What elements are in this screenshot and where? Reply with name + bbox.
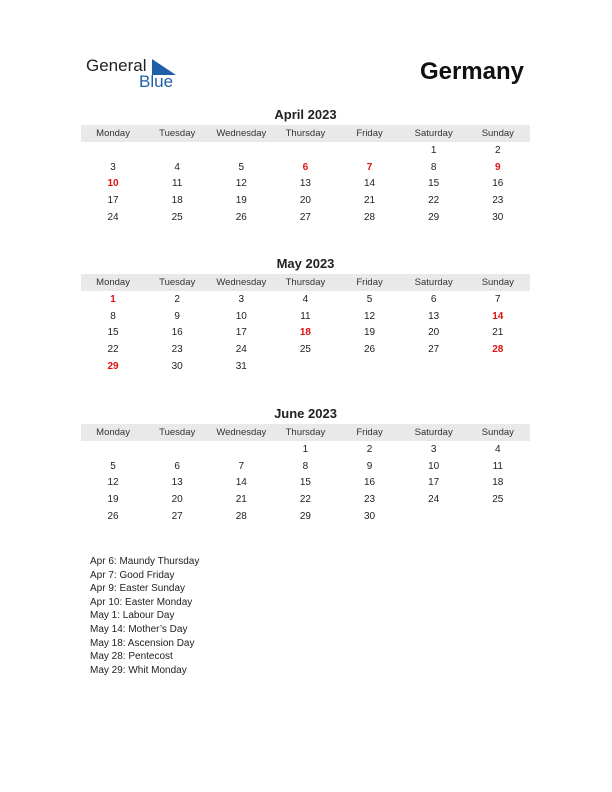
weekday-header: Wednesday: [216, 128, 267, 139]
holiday-day-cell: 6: [302, 161, 309, 173]
day-cell: 7: [495, 293, 501, 305]
day-cell: 20: [428, 327, 440, 339]
holiday-list-item: May 1: Labour Day: [90, 610, 175, 622]
month-title: May 2023: [276, 256, 335, 271]
day-cell: 8: [110, 310, 116, 322]
weekday-header-row: [81, 424, 530, 441]
day-cell: 17: [428, 477, 440, 489]
day-cell: 7: [238, 460, 245, 472]
week-row: [81, 508, 530, 525]
day-cell: 24: [235, 344, 247, 356]
week-row: [81, 491, 530, 508]
day-cell: 12: [364, 310, 376, 322]
day-cell: 19: [364, 327, 376, 339]
day-cell: 15: [299, 477, 311, 489]
day-cell: 6: [174, 460, 180, 472]
weekday-header: Saturday: [414, 128, 453, 139]
day-cell: 23: [364, 494, 376, 506]
weekday-header-row: [81, 274, 530, 291]
day-cell: 6: [430, 293, 437, 305]
holiday-day-cell: 28: [492, 344, 504, 356]
holiday-day-cell: 9: [495, 161, 501, 173]
day-cell: 24: [428, 494, 440, 506]
day-cell: 23: [171, 344, 183, 356]
day-cell: 10: [235, 310, 247, 322]
weekday-header: Saturday: [414, 427, 453, 438]
holiday-list-item: Apr 6: Maundy Thursday: [90, 556, 200, 567]
day-cell: 30: [492, 212, 504, 224]
day-cell: 29: [299, 511, 311, 523]
day-cell: 13: [299, 178, 311, 190]
week-row: [81, 458, 530, 475]
day-cell: 21: [364, 195, 376, 207]
day-cell: 1: [302, 443, 309, 455]
day-cell: 5: [238, 161, 245, 173]
day-cell: 27: [299, 212, 311, 224]
weekday-header: Sunday: [481, 277, 514, 288]
holiday-day-cell: 29: [107, 361, 119, 373]
day-cell: 24: [107, 212, 119, 224]
holiday-list-item: May 29: Whit Monday: [90, 664, 187, 676]
day-cell: 21: [492, 327, 504, 339]
day-cell: 5: [366, 293, 373, 305]
day-cell: 16: [171, 327, 183, 339]
day-cell: 12: [107, 477, 119, 489]
day-cell: 16: [364, 477, 376, 489]
day-cell: 4: [495, 443, 501, 455]
holiday-list-item: Apr 7: Good Friday: [90, 569, 175, 581]
day-cell: 30: [171, 361, 183, 373]
day-cell: 4: [302, 293, 309, 305]
day-cell: 26: [364, 344, 376, 356]
holiday-list-item: May 18: Ascension Day: [90, 637, 195, 649]
day-cell: 12: [235, 178, 247, 190]
day-cell: 18: [492, 477, 504, 489]
day-cell: 11: [492, 460, 503, 472]
day-cell: 16: [492, 178, 504, 190]
day-cell: 13: [171, 477, 183, 489]
logo-text-general: General: [86, 56, 147, 75]
day-cell: 3: [430, 443, 437, 455]
day-cell: 26: [235, 212, 247, 224]
day-cell: 19: [107, 494, 119, 506]
day-cell: 4: [174, 161, 180, 173]
day-cell: 14: [235, 477, 247, 489]
month-calendar-april: [81, 107, 530, 226]
week-row: [81, 209, 530, 226]
weekday-header-row: [81, 125, 530, 142]
day-cell: 22: [299, 494, 311, 506]
holiday-day-cell: 1: [110, 293, 116, 305]
day-cell: 1: [430, 144, 437, 156]
day-cell: 8: [430, 161, 437, 173]
day-cell: 29: [428, 212, 440, 224]
day-cell: 27: [171, 511, 183, 523]
day-cell: 17: [235, 327, 247, 339]
weekday-header: Thursday: [285, 277, 326, 288]
weekday-header: Friday: [356, 128, 383, 139]
day-cell: 13: [428, 310, 440, 322]
country-title: Germany: [419, 58, 524, 85]
day-cell: 20: [171, 494, 183, 506]
weekday-header: Tuesday: [159, 128, 196, 139]
day-cell: 20: [299, 195, 311, 207]
day-cell: 21: [235, 494, 247, 506]
day-cell: 25: [171, 212, 183, 224]
day-cell: 11: [171, 178, 183, 190]
day-cell: 3: [110, 161, 116, 173]
weekday-header: Monday: [96, 277, 130, 288]
day-cell: 10: [428, 460, 440, 472]
weekday-header: Tuesday: [159, 427, 196, 438]
logo-text-blue: Blue: [139, 72, 174, 91]
weekday-header: Friday: [356, 277, 383, 288]
month-title: April 2023: [274, 107, 337, 122]
day-cell: 3: [238, 293, 245, 305]
weekday-header: Wednesday: [216, 427, 267, 438]
holiday-day-cell: 10: [107, 178, 119, 190]
holiday-day-cell: 7: [366, 161, 373, 173]
day-cell: 2: [174, 293, 180, 305]
week-row: [81, 441, 530, 458]
week-row: [81, 142, 530, 159]
week-row: [81, 291, 530, 308]
day-cell: 27: [428, 344, 440, 356]
day-cell: 11: [300, 310, 311, 322]
day-cell: 5: [110, 460, 116, 472]
day-cell: 30: [364, 511, 376, 523]
month-title: June 2023: [274, 406, 337, 421]
week-row: [81, 192, 530, 209]
day-cell: 28: [235, 511, 247, 523]
day-cell: 17: [107, 195, 119, 207]
day-cell: 9: [366, 460, 373, 472]
holiday-list-item: Apr 10: Easter Monday: [90, 596, 193, 608]
day-cell: 25: [299, 344, 311, 356]
weekday-header: Thursday: [285, 128, 326, 139]
week-row: [81, 159, 530, 176]
weekday-header: Saturday: [414, 277, 453, 288]
weekday-header: Thursday: [285, 427, 326, 438]
day-cell: 28: [364, 212, 376, 224]
week-row: [81, 325, 530, 342]
day-cell: 18: [171, 195, 183, 207]
day-cell: 15: [107, 327, 119, 339]
holiday-day-cell: 18: [299, 327, 311, 339]
day-cell: 8: [302, 460, 309, 472]
weekday-header: Monday: [96, 128, 130, 139]
logo: [86, 56, 186, 92]
day-cell: 25: [492, 494, 504, 506]
day-cell: 31: [235, 361, 247, 373]
week-row: [81, 475, 530, 492]
day-cell: 26: [107, 511, 119, 523]
month-calendar-june: [81, 406, 530, 525]
day-cell: 19: [235, 195, 247, 207]
day-cell: 9: [174, 310, 180, 322]
holiday-list-item: Apr 9: Easter Sunday: [90, 583, 186, 595]
week-row: [81, 308, 530, 325]
weekday-header: Wednesday: [216, 277, 267, 288]
day-cell: 22: [107, 344, 119, 356]
holiday-day-cell: 14: [492, 310, 504, 322]
holiday-list-item: May 28: Pentecost: [90, 651, 173, 663]
holiday-list-item: May 14: Mother’s Day: [90, 623, 188, 635]
weekday-header: Sunday: [481, 427, 514, 438]
day-cell: 15: [428, 178, 440, 190]
day-cell: 2: [495, 144, 501, 156]
weekday-header: Friday: [356, 427, 383, 438]
day-cell: 23: [492, 195, 504, 207]
week-row: [81, 341, 530, 358]
holiday-list: [90, 555, 199, 677]
weekday-header: Tuesday: [159, 277, 196, 288]
week-row: [81, 358, 530, 375]
day-cell: 14: [364, 178, 376, 190]
weekday-header: Monday: [96, 427, 130, 438]
weekday-header: Sunday: [481, 128, 514, 139]
day-cell: 2: [366, 443, 373, 455]
day-cell: 22: [428, 195, 440, 207]
week-row: [81, 176, 530, 193]
month-calendar-may: [81, 256, 530, 375]
